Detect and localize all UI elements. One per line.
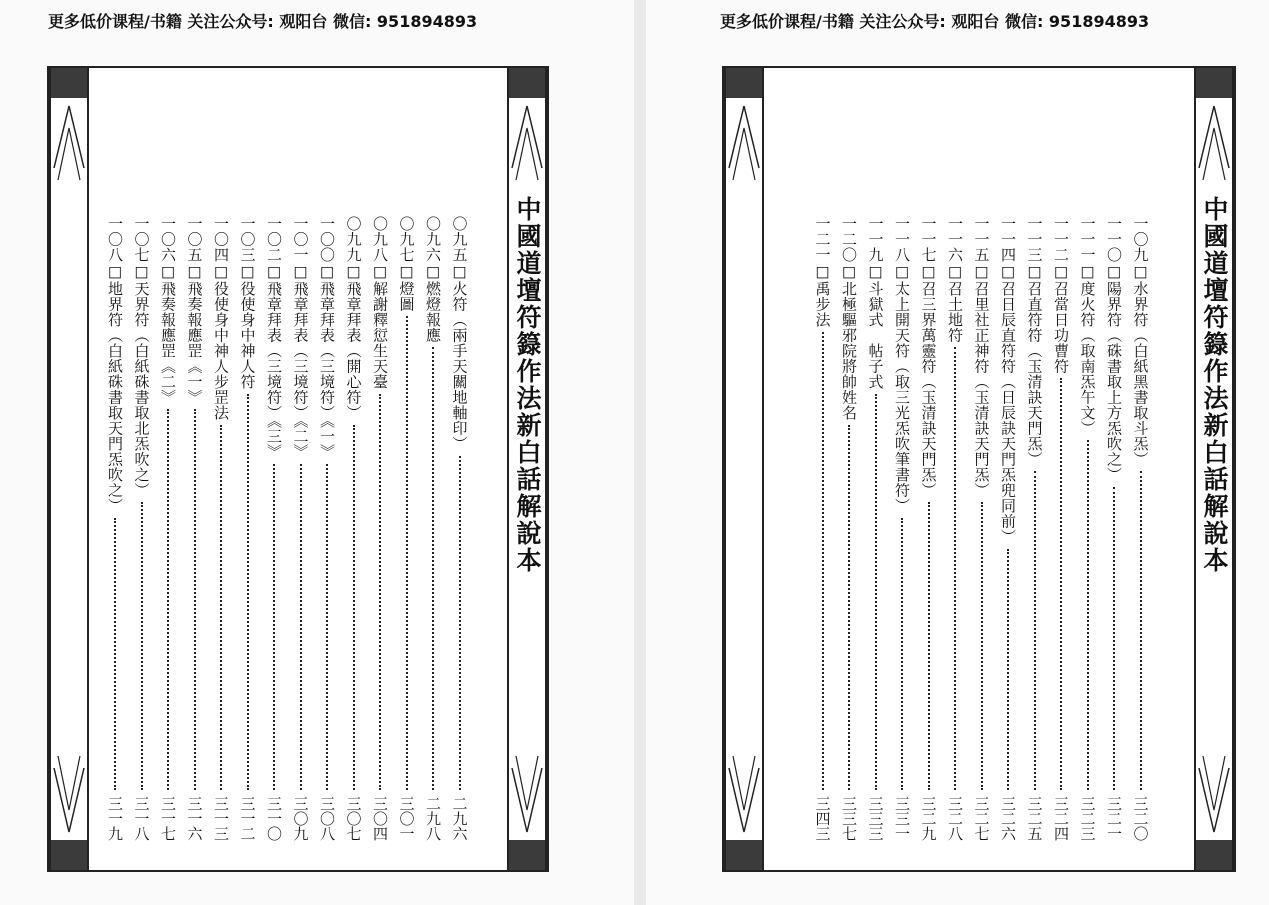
dot-leader bbox=[353, 425, 355, 790]
title-band bbox=[1194, 68, 1234, 870]
dot-leader bbox=[1087, 440, 1089, 790]
chevron-ornament-icon bbox=[726, 68, 762, 870]
border-cap-bottom bbox=[509, 840, 545, 870]
entry-page-number: 二九六 bbox=[450, 796, 469, 841]
chevron-ornament-icon bbox=[51, 68, 87, 870]
toc-entry[interactable] bbox=[367, 216, 394, 841]
entry-page-number: 三三三 bbox=[866, 796, 885, 841]
entry-title: 〇九九□飛章拜表（開心符） bbox=[344, 216, 363, 421]
dot-leader bbox=[167, 409, 169, 790]
dot-leader bbox=[326, 464, 328, 790]
toc-entry[interactable] bbox=[916, 216, 943, 841]
toc-entry[interactable] bbox=[447, 216, 474, 841]
dot-leader bbox=[432, 347, 434, 790]
entry-page-number: 二九八 bbox=[424, 796, 442, 841]
dot-leader bbox=[901, 518, 903, 790]
entry-title: 一一五□召里社正神符（玉清訣天門炁） bbox=[972, 216, 991, 498]
entry-title: 一一八□太上開天符（取三光炁吹筆書符） bbox=[893, 216, 911, 514]
entry-title: 一二〇□北極驅邪院將帥姓名 bbox=[840, 216, 858, 421]
toc-entry[interactable] bbox=[235, 216, 262, 841]
dot-leader bbox=[822, 332, 824, 790]
toc-entry[interactable] bbox=[1022, 216, 1049, 841]
toc-entry[interactable] bbox=[261, 216, 288, 841]
entry-page-number: 三〇四 bbox=[371, 796, 389, 841]
dot-leader bbox=[981, 502, 983, 790]
toc-entry[interactable] bbox=[810, 216, 837, 841]
border-cap-bottom bbox=[726, 840, 762, 870]
entry-title: 一〇五□飛奏報應罡《一》 bbox=[185, 216, 204, 405]
dot-leader bbox=[848, 425, 850, 790]
toc-entries bbox=[810, 216, 1155, 841]
entry-page-number: 三一九 bbox=[106, 796, 124, 841]
dot-leader bbox=[459, 456, 461, 790]
toc-entry[interactable] bbox=[129, 216, 156, 841]
toc-entry[interactable] bbox=[1048, 216, 1075, 841]
entry-page-number: 三二五 bbox=[1025, 796, 1044, 841]
dot-leader bbox=[928, 502, 930, 790]
entry-page-number: 三四三 bbox=[813, 796, 832, 841]
entry-page-number: 三二三 bbox=[1078, 796, 1097, 841]
entry-title: 一一七□召三界萬靈符（玉清訣天門炁） bbox=[919, 216, 938, 498]
dot-leader bbox=[114, 518, 116, 790]
entry-page-number: 三二〇 bbox=[1131, 796, 1150, 841]
dot-leader bbox=[1140, 471, 1142, 790]
toc-entry[interactable] bbox=[1128, 216, 1155, 841]
entry-title: 一一二□召當日功曹符 bbox=[1052, 216, 1070, 374]
entry-title: 〇九五□火符（兩手天關地軸印） bbox=[450, 216, 469, 452]
toc-sheet bbox=[722, 66, 1236, 872]
entry-title: 一〇〇□飛章拜表（三境符）《一》 bbox=[318, 216, 336, 460]
right-page bbox=[646, 0, 1269, 905]
entry-title: 一〇九□水界符（白紙黑書取斗炁） bbox=[1131, 216, 1150, 467]
entry-title: 一一九□斗獄式 帖子式 bbox=[866, 216, 885, 390]
dot-leader bbox=[1007, 549, 1009, 790]
entry-page-number: 三一〇 bbox=[265, 796, 283, 841]
toc-entry[interactable] bbox=[182, 216, 209, 841]
entry-title: 一〇八□地界符（白紙硃書取天門炁吹之） bbox=[106, 216, 124, 514]
toc-entry[interactable] bbox=[288, 216, 315, 841]
entry-page-number: 三二一 bbox=[1105, 796, 1123, 841]
entry-page-number: 三〇一 bbox=[397, 796, 416, 841]
decorative-border-band bbox=[49, 68, 89, 870]
entry-page-number: 三二四 bbox=[1052, 796, 1070, 841]
dot-leader bbox=[141, 502, 143, 790]
entry-page-number: 三一七 bbox=[159, 796, 177, 841]
entry-title: 一一四□召日辰直符符（日辰訣天門炁兜同前） bbox=[999, 216, 1017, 545]
entry-title: 一〇一□飛章拜表（三境符）《二》 bbox=[291, 216, 310, 460]
toc-entry[interactable] bbox=[394, 216, 421, 841]
entry-page-number: 三二七 bbox=[972, 796, 991, 841]
entry-page-number: 三一三 bbox=[212, 796, 230, 841]
toc-sheet bbox=[47, 66, 549, 872]
entry-page-number: 三一八 bbox=[132, 796, 151, 841]
border-cap-bottom bbox=[1196, 840, 1232, 870]
border-cap-bottom bbox=[51, 840, 87, 870]
toc-entry[interactable] bbox=[836, 216, 863, 841]
toc-entry[interactable] bbox=[314, 216, 341, 841]
entry-title: 一一三□召直符符（玉清訣天門炁） bbox=[1025, 216, 1044, 467]
promo-header: 更多低价课程/书籍 关注公众号: 观阳台 微信: 951894893 bbox=[720, 12, 1150, 31]
toc-entries bbox=[102, 216, 473, 841]
dot-leader bbox=[379, 394, 381, 790]
title-band bbox=[507, 68, 547, 870]
toc-entry[interactable] bbox=[863, 216, 890, 841]
entry-page-number: 三一二 bbox=[238, 796, 257, 841]
entry-page-number: 三〇七 bbox=[344, 796, 363, 841]
toc-entry[interactable] bbox=[942, 216, 969, 841]
book-title: 中國道壇符籙作法新白話解說本 bbox=[1200, 196, 1229, 574]
decorative-border-band bbox=[724, 68, 764, 870]
entry-title: 一〇三□役使身中神人符 bbox=[238, 216, 257, 390]
entry-page-number: 三〇九 bbox=[291, 796, 310, 841]
toc-entry[interactable] bbox=[420, 216, 447, 841]
entry-title: 一〇七□天界符（白紙硃書取北炁吹之） bbox=[132, 216, 151, 498]
entry-title: 一〇四□役使身中神人步罡法 bbox=[212, 216, 230, 421]
left-page bbox=[0, 0, 634, 905]
entry-title: 一一六□召土地符 bbox=[946, 216, 964, 343]
entry-title: 一二一□禹步法 bbox=[813, 216, 832, 328]
promo-header: 更多低价课程/书籍 关注公众号: 观阳台 微信: 951894893 bbox=[48, 12, 478, 31]
dot-leader bbox=[220, 425, 222, 790]
entry-title: 〇九八□解謝釋愆生天臺 bbox=[371, 216, 389, 390]
toc-entry[interactable] bbox=[995, 216, 1022, 841]
entry-page-number: 三二六 bbox=[999, 796, 1017, 841]
toc-entry[interactable] bbox=[969, 216, 996, 841]
dot-leader bbox=[875, 394, 877, 790]
dot-leader bbox=[300, 464, 302, 790]
toc-entry[interactable] bbox=[102, 216, 129, 841]
toc-entry[interactable] bbox=[341, 216, 368, 841]
toc-entry[interactable] bbox=[1101, 216, 1128, 841]
entry-page-number: 三三一 bbox=[893, 796, 911, 841]
entry-page-number: 三二八 bbox=[946, 796, 964, 841]
dot-leader bbox=[247, 394, 249, 790]
dot-leader bbox=[1060, 378, 1062, 790]
entry-title: 一一〇□陽界符（硃書取上方炁吹之） bbox=[1105, 216, 1123, 483]
entry-page-number: 三二九 bbox=[919, 796, 938, 841]
toc-entry[interactable] bbox=[889, 216, 916, 841]
toc-entry[interactable] bbox=[155, 216, 182, 841]
dot-leader bbox=[1113, 487, 1115, 790]
entry-title: 一一一□度火符（取南炁午文） bbox=[1078, 216, 1097, 436]
toc-entry[interactable] bbox=[1075, 216, 1102, 841]
entry-page-number: 三〇八 bbox=[318, 796, 336, 841]
entry-page-number: 三三七 bbox=[840, 796, 858, 841]
dot-leader bbox=[1034, 471, 1036, 790]
book-title: 中國道壇符籙作法新白話解說本 bbox=[513, 196, 542, 574]
dot-leader bbox=[194, 409, 196, 790]
entry-title: 一〇六□飛奏報應罡《二》 bbox=[159, 216, 177, 405]
entry-page-number: 三一六 bbox=[185, 796, 204, 841]
entry-title: 〇九六□燃燈報應 bbox=[424, 216, 442, 343]
toc-entry[interactable] bbox=[208, 216, 235, 841]
entry-title: 一〇二□飛章拜表（三境符）《三》 bbox=[265, 216, 283, 460]
dot-leader bbox=[406, 316, 408, 790]
dot-leader bbox=[273, 464, 275, 790]
dot-leader bbox=[954, 347, 956, 790]
entry-title: 〇九七□燈圖 bbox=[397, 216, 416, 312]
